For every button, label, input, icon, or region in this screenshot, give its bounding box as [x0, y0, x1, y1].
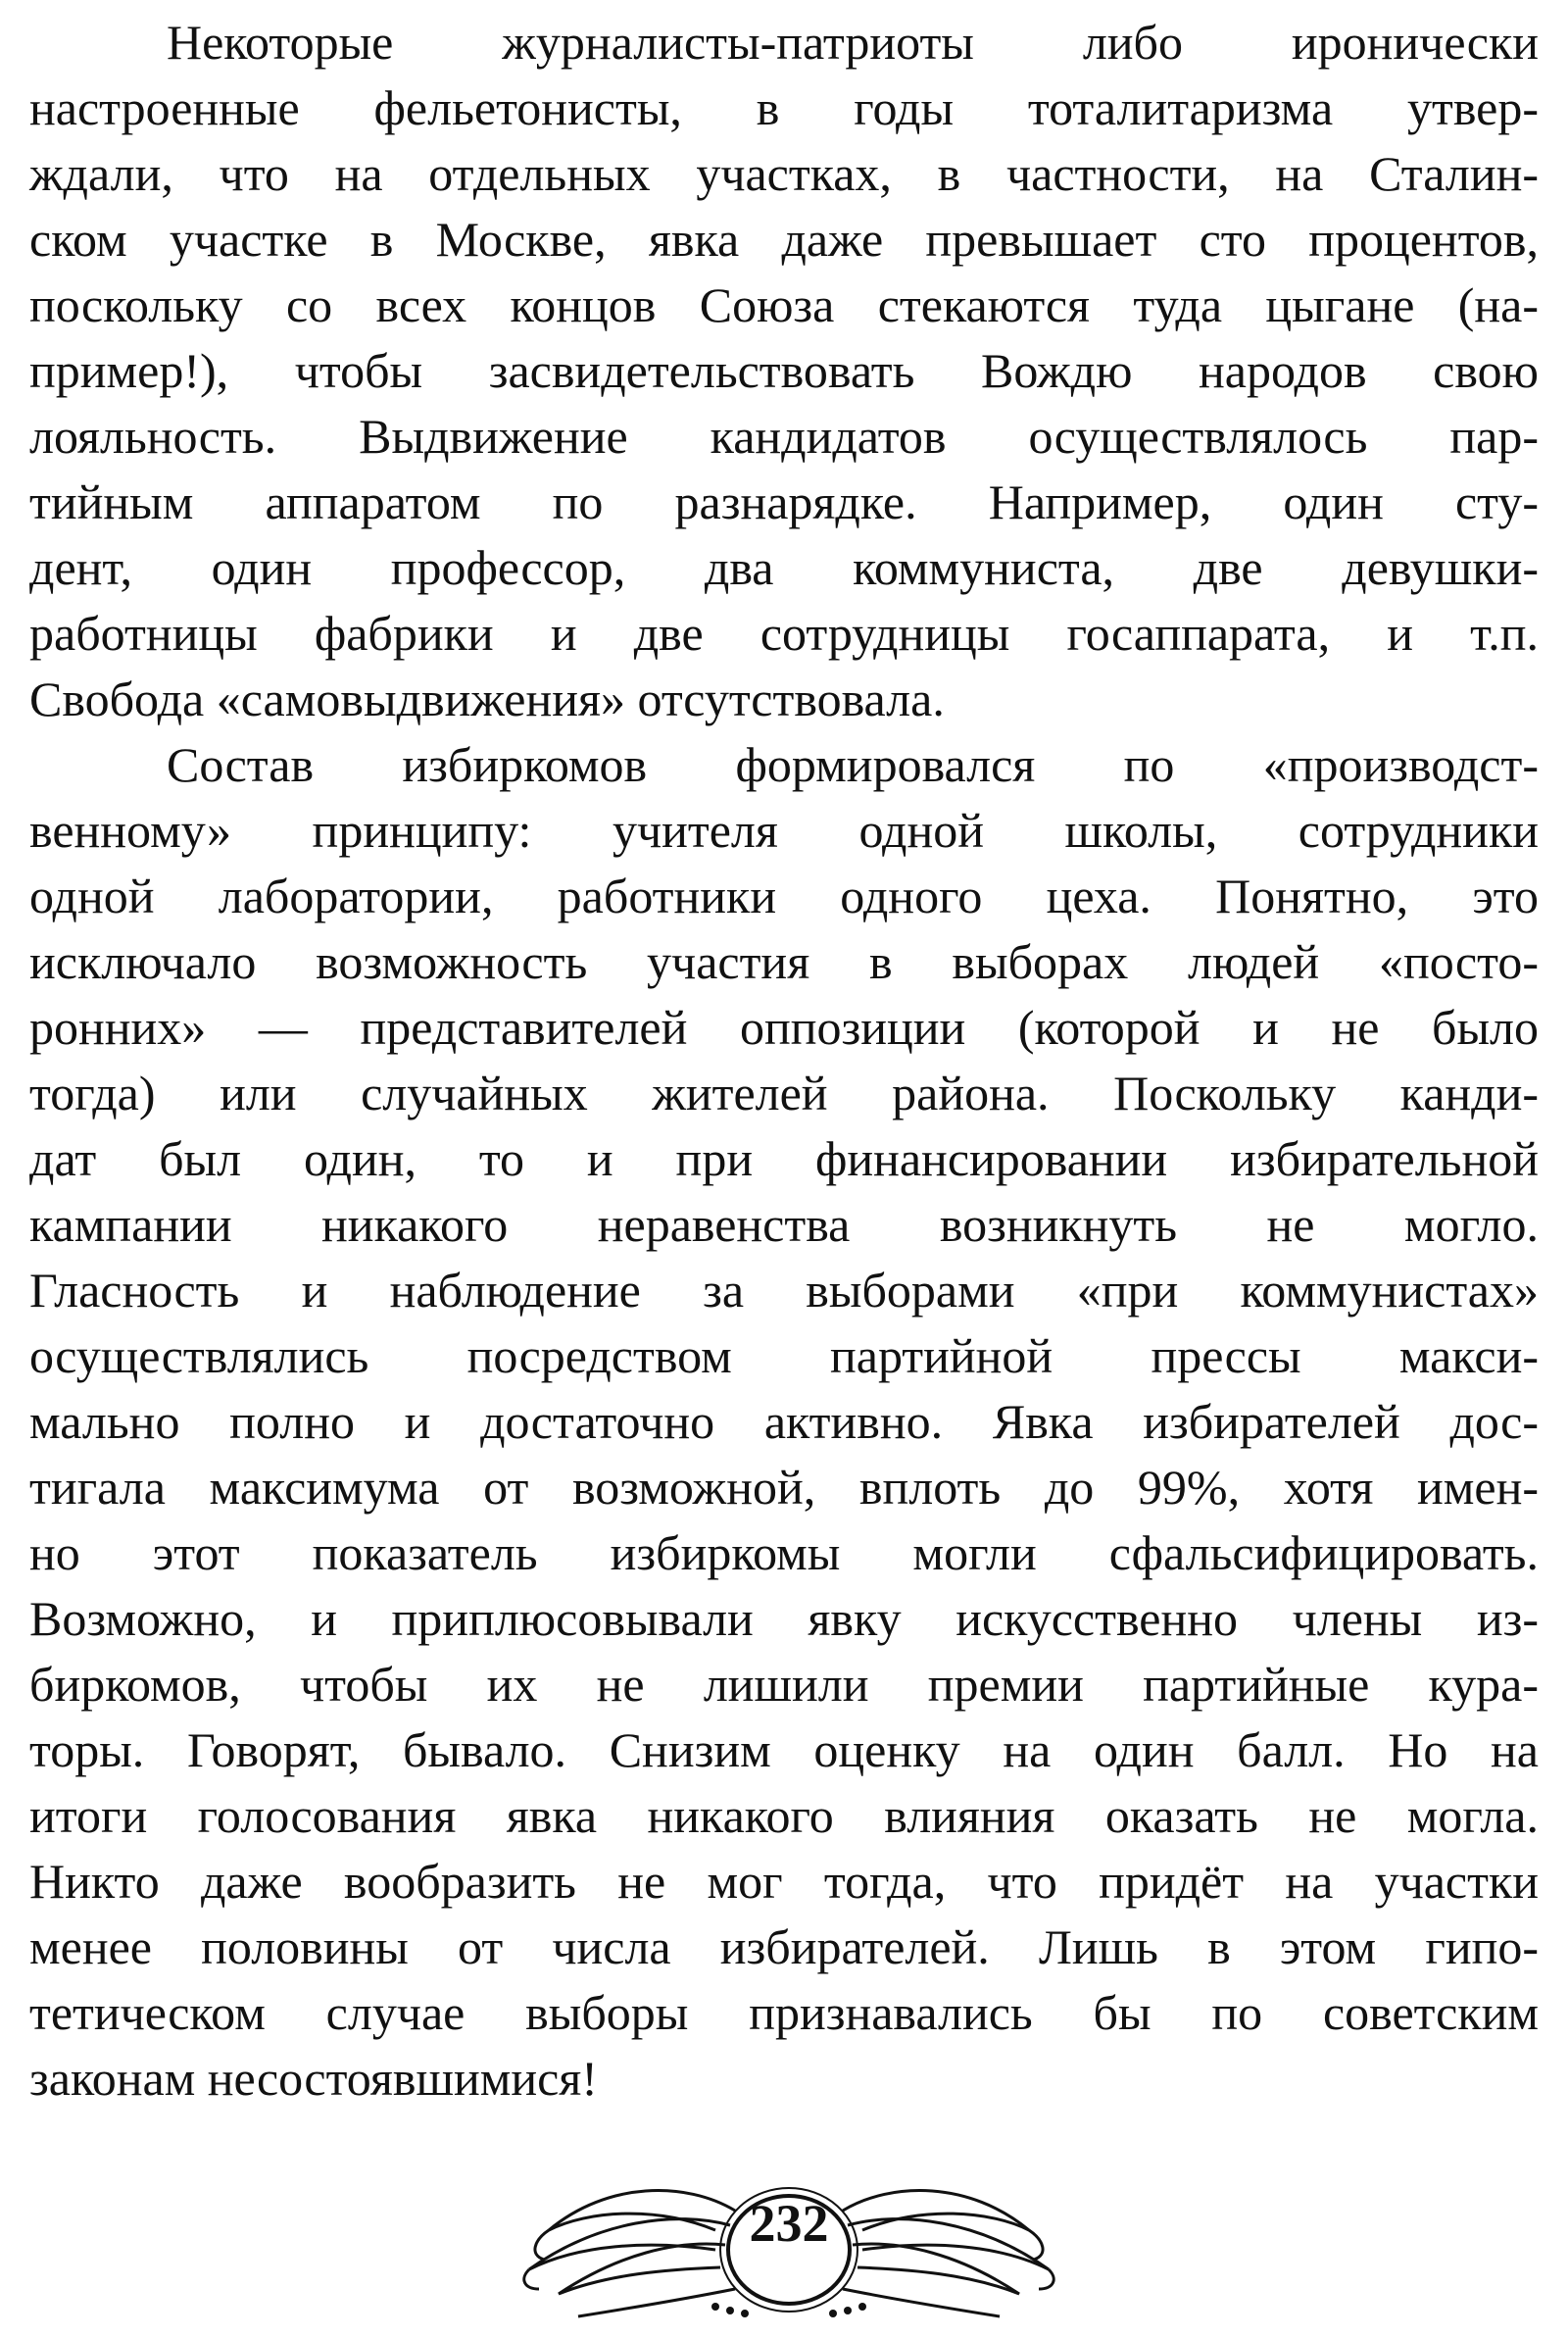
text-line: ждали, что на отдельных участках, в частности, на Сталин- — [29, 146, 1539, 201]
text-line: Состав избиркомов формировался по «производст- — [167, 737, 1539, 792]
text-line: итоги голосования явка никакого влияния оказать не могла. — [29, 1788, 1539, 1843]
text-line: но этот показатель избиркомы могли сфальсифицировать. — [29, 1525, 1539, 1580]
text-line: кампании никакого неравенства возникнуть не могло. — [29, 1197, 1539, 1252]
paragraph-2 — [29, 732, 1539, 2112]
text-line: поскольку со всех концов Союза стекаются туда цыгане (на- — [29, 277, 1539, 332]
text-line: Свобода «самовыдвижения» отсутствовала. — [29, 672, 945, 726]
page-number: 232 — [749, 2194, 829, 2253]
body-text — [29, 10, 1539, 2112]
text-line: ском участке в Москве, явка даже превышает сто процентов, — [29, 212, 1539, 267]
text-line: лояльность. Выдвижение кандидатов осуществлялось пар- — [29, 409, 1539, 464]
text-line: мально полно и достаточно активно. Явка избирателей дос- — [29, 1394, 1539, 1449]
text-line: биркомов, чтобы их не лишили премии партийные кура- — [29, 1657, 1539, 1712]
text-line: одной лаборатории, работники одного цеха. Понятно, это — [29, 869, 1539, 923]
text-line: Никто даже вообразить не мог тогда, что придёт на участки — [29, 1854, 1539, 1909]
text-line: Возможно, и приплюсовывали явку искусственно члены из- — [29, 1591, 1539, 1646]
text-line: венному» принципу: учителя одной школы, сотрудники — [29, 803, 1539, 858]
text-line: ронних» — представителей оппозиции (которой и не было — [29, 1000, 1539, 1055]
paragraph-1 — [29, 10, 1539, 732]
text-line: исключало возможность участия в выборах людей «посто- — [29, 934, 1539, 989]
text-line: тийным аппаратом по разнарядке. Например, один сту- — [29, 474, 1539, 529]
text-line: работницы фабрики и две сотрудницы госаппарата, и т.п. — [29, 606, 1539, 661]
text-line: Гласность и наблюдение за выборами «при коммунистах» — [29, 1263, 1539, 1318]
text-line: дент, один профессор, два коммуниста, две девушки- — [29, 540, 1539, 595]
text-line: торы. Говорят, бывало. Снизим оценку на один балл. Но на — [29, 1722, 1539, 1777]
text-line: законам несостоявшимися! — [29, 2051, 598, 2106]
text-line: тигала максимума от возможной, вплоть до 99%, хотя имен- — [29, 1460, 1539, 1515]
text-line: Некоторые журналисты-патриоты либо иронически — [167, 15, 1539, 70]
text-line: пример!), чтобы засвидетельствовать Вождю народов свою — [29, 343, 1539, 398]
text-line: настроенные фельетонисты, в годы тоталитаризма утвер- — [29, 80, 1539, 135]
document-page — [29, 10, 1539, 2264]
text-line: дат был один, то и при финансировании избирательной — [29, 1131, 1539, 1186]
text-line: тогда) или случайных жителей района. Поскольку канди- — [29, 1066, 1539, 1120]
page-footer-ornament — [490, 2142, 1088, 2328]
text-line: тетическом случае выборы признавались бы по советским — [29, 1985, 1539, 2040]
text-line: осуществлялись посредством партийной прессы макси- — [29, 1328, 1539, 1383]
text-line: менее половины от числа избирателей. Лишь в этом гипо- — [29, 1919, 1539, 1974]
